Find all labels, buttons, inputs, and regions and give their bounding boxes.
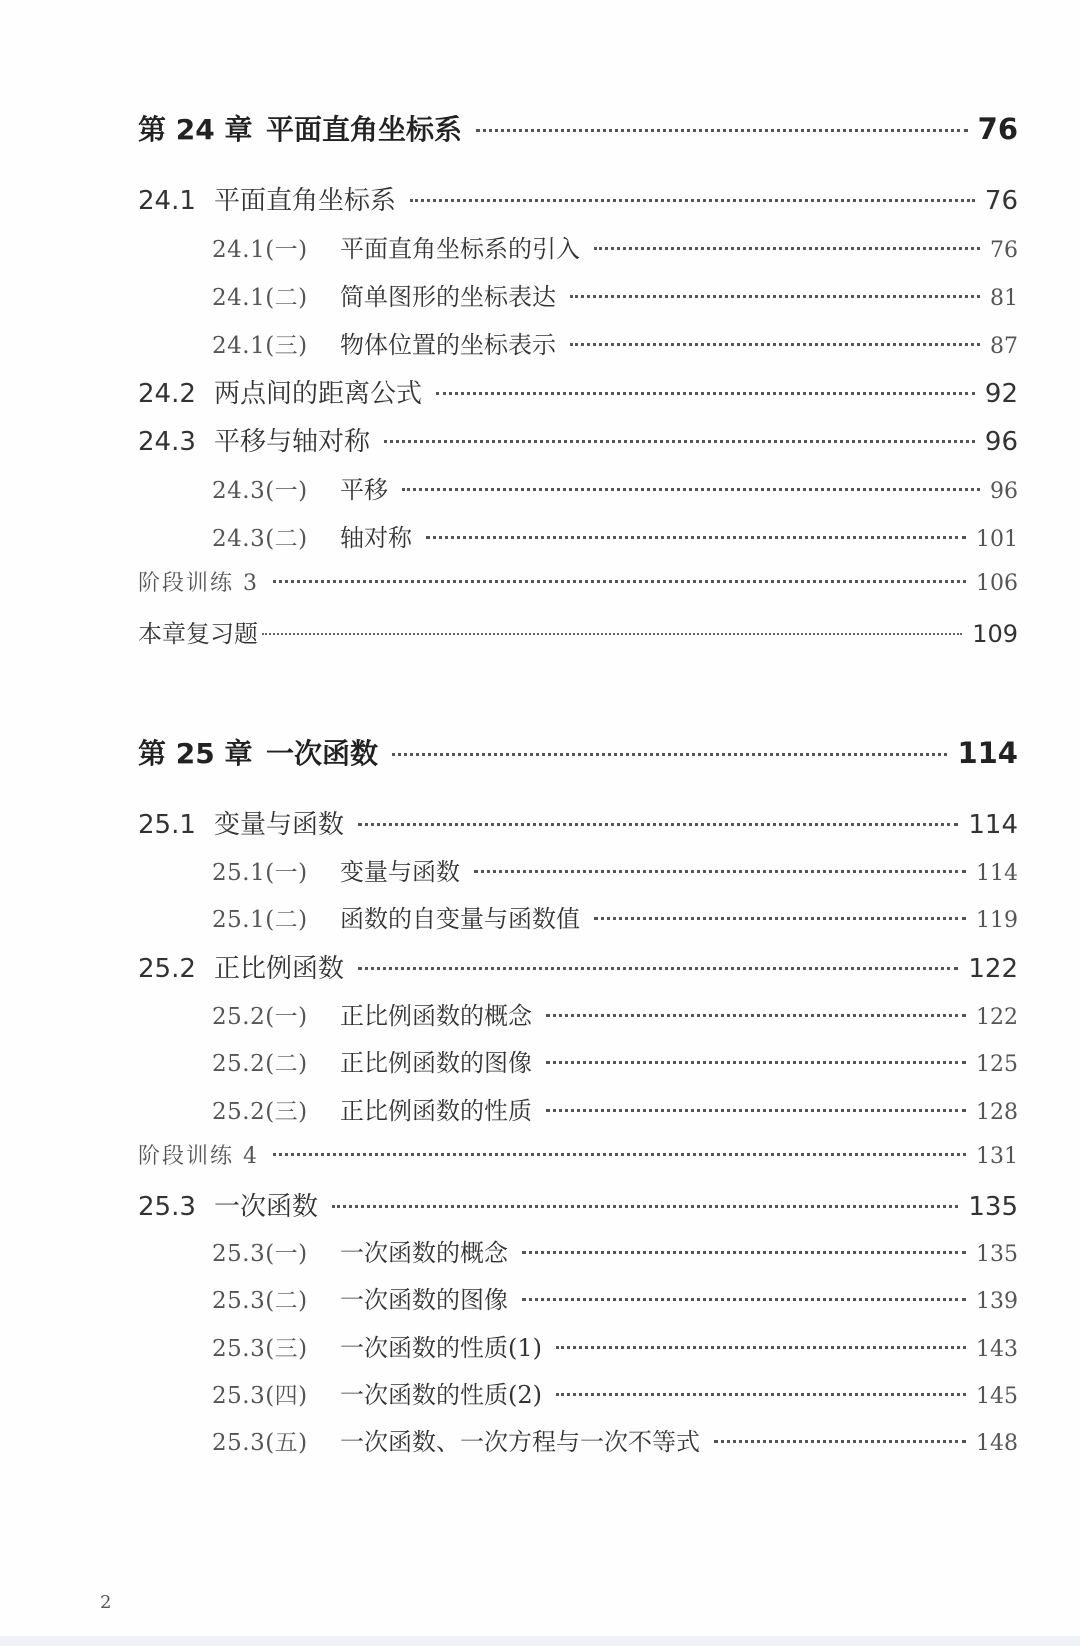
dot-leader	[476, 129, 968, 132]
subsection-page-number: 128	[976, 1100, 1018, 1125]
subsection-title: 一次函数的概念	[340, 1239, 508, 1267]
subsection-title: 简单图形的坐标表达	[340, 283, 556, 311]
section-page-number: 96	[984, 427, 1018, 457]
subsection-entry[interactable]	[212, 1328, 1018, 1363]
subsection-number: 25.3(五)	[212, 1430, 308, 1456]
subsection-entry[interactable]	[212, 852, 1018, 887]
practice-title: 阶段训练 3	[138, 571, 259, 596]
section-number: 24.2	[138, 379, 196, 409]
practice-entry[interactable]	[138, 566, 1018, 597]
section-page-number: 92	[984, 379, 1018, 409]
practice-title: 阶段训练 4	[138, 1144, 259, 1169]
dot-leader	[594, 247, 980, 250]
practice-page-number: 131	[976, 1144, 1018, 1169]
subsection-number: 25.3(四)	[212, 1383, 308, 1409]
subsection-entry[interactable]	[212, 1091, 1018, 1126]
dot-leader	[358, 967, 958, 970]
dot-leader	[556, 1346, 966, 1349]
section-entry[interactable]	[138, 180, 1018, 217]
subsection-number: 24.3(一)	[212, 478, 308, 504]
section-number: 25.1	[138, 810, 196, 840]
section-title: 两点间的距离公式	[214, 379, 423, 409]
section-number: 25.2	[138, 954, 196, 984]
dot-leader	[384, 440, 975, 443]
section-page-number: 114	[968, 810, 1018, 840]
review-page-number: 109	[972, 620, 1018, 648]
section-entry[interactable]	[138, 1186, 1018, 1223]
subsection-title: 正比例函数的图像	[340, 1049, 532, 1077]
dot-leader	[594, 917, 966, 920]
scan-edge-strip	[0, 1636, 1080, 1646]
section-title: 正比例函数	[214, 954, 345, 984]
review-title: 本章复习题	[138, 620, 258, 648]
dot-leader	[546, 1014, 966, 1017]
subsection-number: 24.1(一)	[212, 237, 308, 263]
subsection-number: 25.1(二)	[212, 907, 308, 933]
chapter-page-number: 114	[957, 736, 1018, 770]
dot-leader	[714, 1440, 966, 1443]
dot-leader	[570, 295, 980, 298]
subsection-entry[interactable]	[212, 899, 1018, 934]
dot-leader	[474, 870, 966, 873]
subsection-page-number: 87	[990, 334, 1018, 359]
section-entry[interactable]	[138, 804, 1018, 841]
subsection-entry[interactable]	[212, 518, 1018, 553]
subsection-title: 一次函数的性质(2)	[340, 1381, 542, 1409]
subsection-number: 24.3(二)	[212, 526, 308, 552]
subsection-number: 25.2(一)	[212, 1004, 308, 1030]
subsection-number: 24.1(二)	[212, 285, 308, 311]
dot-leader	[546, 1109, 966, 1112]
subsection-number: 25.2(三)	[212, 1099, 308, 1125]
subsection-title: 一次函数、一次方程与一次不等式	[340, 1428, 700, 1456]
section-number: 25.3	[138, 1192, 196, 1222]
subsection-title: 正比例函数的性质	[340, 1097, 532, 1125]
subsection-page-number: 125	[976, 1052, 1018, 1077]
subsection-entry[interactable]	[212, 470, 1018, 505]
subsection-title: 函数的自变量与函数值	[340, 905, 580, 933]
subsection-number: 24.1(三)	[212, 333, 308, 359]
subsection-entry[interactable]	[212, 1422, 1018, 1457]
subsection-entry[interactable]	[212, 325, 1018, 360]
subsection-page-number: 114	[976, 861, 1018, 886]
subsection-title: 正比例函数的概念	[340, 1002, 532, 1030]
subsection-title: 轴对称	[340, 524, 412, 552]
chapter-number: 第 24 章	[138, 113, 253, 146]
section-number: 24.3	[138, 427, 196, 457]
subsection-title: 一次函数的图像	[340, 1286, 508, 1314]
dot-leader	[426, 536, 966, 539]
section-entry[interactable]	[138, 421, 1018, 458]
dot-leader	[262, 633, 962, 635]
subsection-title: 一次函数的性质(1)	[340, 1334, 542, 1362]
review-entry[interactable]	[138, 614, 1018, 649]
section-entry[interactable]	[138, 948, 1018, 985]
subsection-page-number: 139	[976, 1289, 1018, 1314]
dot-leader	[402, 488, 980, 491]
subsection-page-number: 148	[976, 1431, 1018, 1456]
chapter-page-number: 76	[977, 112, 1018, 146]
section-page-number: 135	[968, 1192, 1018, 1222]
section-page-number: 76	[984, 186, 1018, 216]
subsection-entry[interactable]	[212, 1233, 1018, 1268]
chapter-title: 一次函数	[266, 737, 379, 770]
practice-entry[interactable]	[138, 1139, 1018, 1170]
subsection-title: 平面直角坐标系的引入	[340, 235, 580, 263]
chapter-heading[interactable]	[138, 732, 1018, 772]
section-number: 24.1	[138, 186, 196, 216]
subsection-entry[interactable]	[212, 1375, 1018, 1410]
subsection-page-number: 143	[976, 1337, 1018, 1362]
section-title: 平面直角坐标系	[214, 186, 397, 216]
dot-leader	[332, 1205, 958, 1208]
subsection-title: 平移	[340, 476, 388, 504]
subsection-page-number: 76	[990, 238, 1018, 263]
subsection-entry[interactable]	[212, 1280, 1018, 1315]
subsection-number: 25.3(三)	[212, 1336, 308, 1362]
section-entry[interactable]	[138, 373, 1018, 410]
chapter-title: 平面直角坐标系	[266, 113, 463, 146]
practice-page-number: 106	[976, 571, 1018, 596]
subsection-entry[interactable]	[212, 1043, 1018, 1078]
dot-leader	[546, 1061, 966, 1064]
dot-leader	[273, 580, 966, 583]
section-title: 平移与轴对称	[214, 427, 371, 457]
subsection-entry[interactable]	[212, 229, 1018, 264]
subsection-page-number: 96	[990, 479, 1018, 504]
section-title: 变量与函数	[214, 810, 345, 840]
subsection-page-number: 145	[976, 1384, 1018, 1409]
subsection-number: 25.3(二)	[212, 1288, 308, 1314]
dot-leader	[522, 1251, 966, 1254]
subsection-title: 变量与函数	[340, 858, 460, 886]
subsection-page-number: 119	[976, 908, 1018, 933]
dot-leader	[522, 1298, 966, 1301]
subsection-number: 25.3(一)	[212, 1241, 308, 1267]
chapter-heading[interactable]	[138, 108, 1018, 148]
section-title: 一次函数	[214, 1192, 319, 1222]
page-number: 2	[100, 1592, 112, 1613]
subsection-title: 物体位置的坐标表示	[340, 331, 556, 359]
dot-leader	[570, 343, 980, 346]
dot-leader	[392, 753, 947, 756]
dot-leader	[436, 392, 975, 395]
subsection-entry[interactable]	[212, 277, 1018, 312]
subsection-entry[interactable]	[212, 996, 1018, 1031]
subsection-page-number: 122	[976, 1005, 1018, 1030]
dot-leader	[410, 199, 975, 202]
chapter-number: 第 25 章	[138, 737, 253, 770]
dot-leader	[556, 1393, 966, 1396]
dot-leader	[273, 1153, 966, 1156]
section-page-number: 122	[968, 954, 1018, 984]
subsection-number: 25.1(一)	[212, 860, 308, 886]
dot-leader	[358, 823, 958, 826]
subsection-page-number: 81	[990, 286, 1018, 311]
subsection-page-number: 135	[976, 1242, 1018, 1267]
subsection-page-number: 101	[976, 527, 1018, 552]
subsection-number: 25.2(二)	[212, 1051, 308, 1077]
